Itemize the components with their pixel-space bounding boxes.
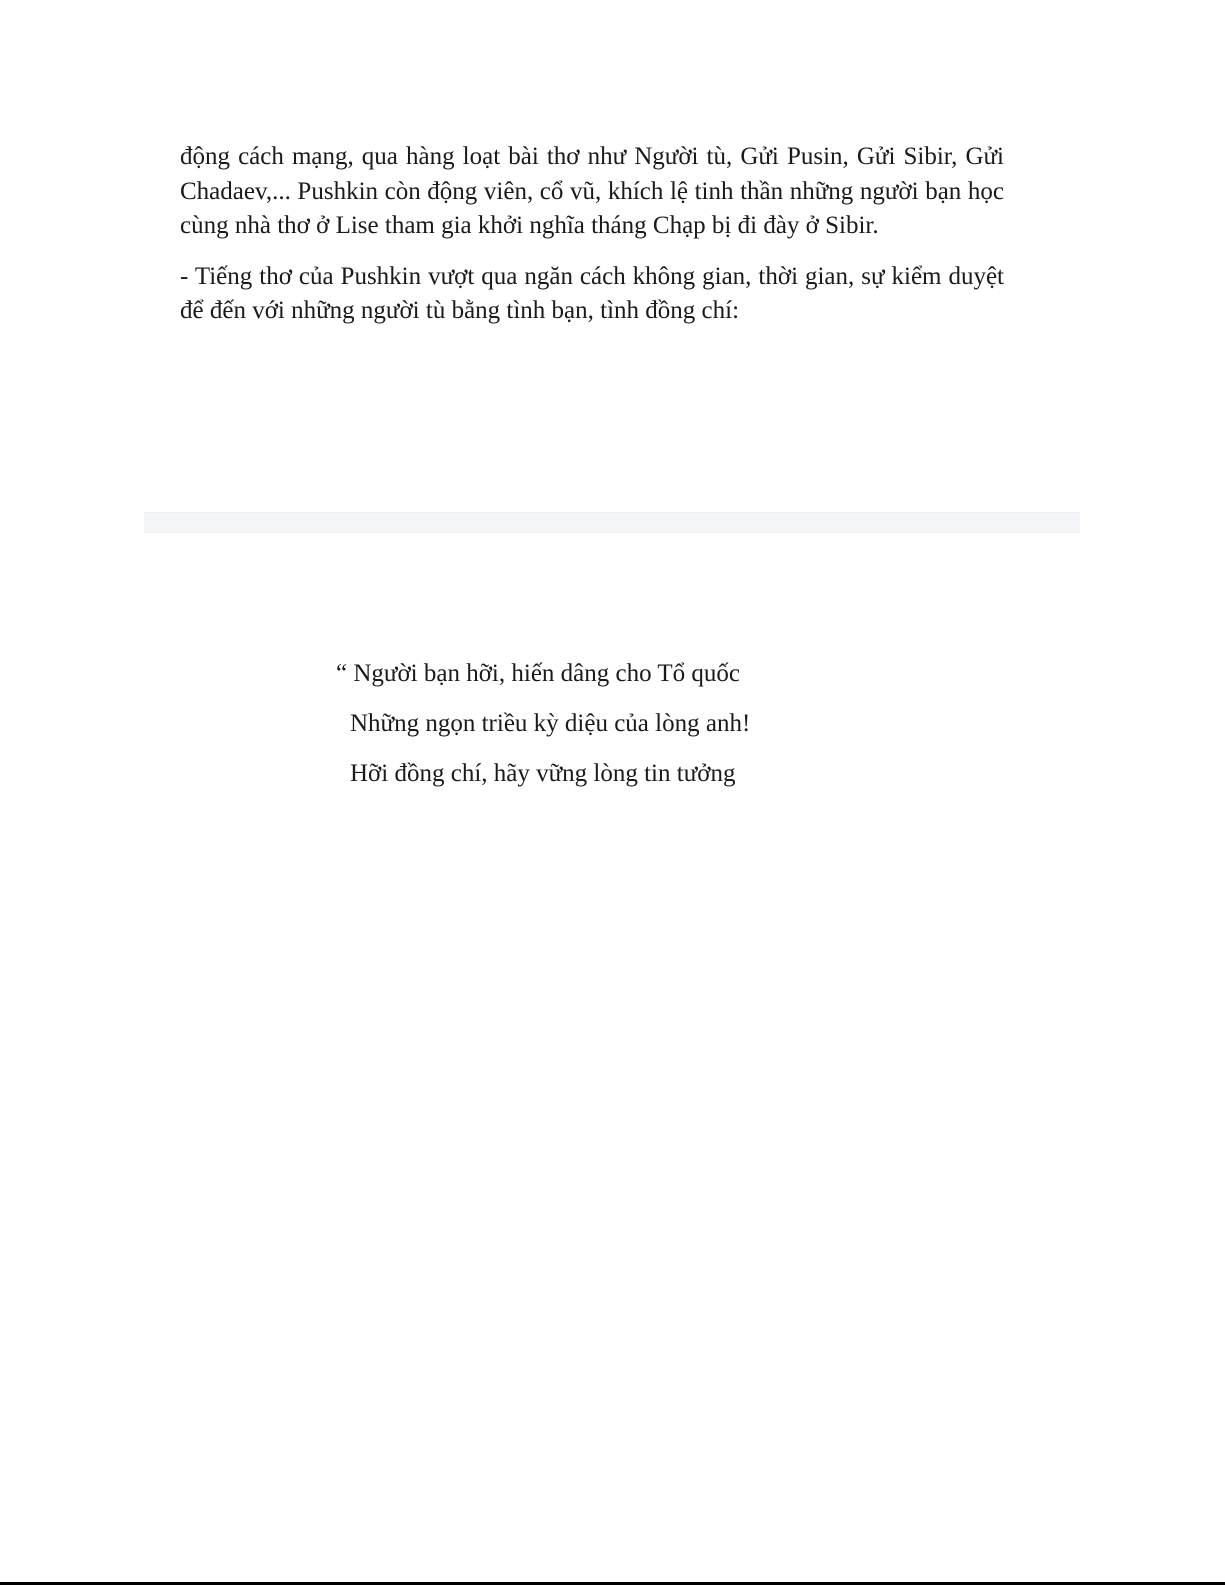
page-separator bbox=[144, 512, 1080, 533]
paragraph-pushkin-voice: - Tiếng thơ của Pushkin vượt qua ngăn cách không gian, thời gian, sự kiểm duyệt để đến với những người tù bằng tình bạn, tình đồng chí: bbox=[180, 262, 1004, 324]
paragraph-continuation: động cách mạng, qua hàng loạt bài thơ như Người tù, Gửi Pusin, Gửi Sibir, Gửi Chadaev,... Pushkin còn động viên, cổ vũ, khích lệ tinh thần những người bạn học cùng nhà thơ ở Lise tham gia khởi nghĩa tháng Chạp bị đi đày ở Sibir. bbox=[180, 143, 1004, 239]
document-page-upper bbox=[0, 0, 1225, 512]
poem-line: “ Người bạn hỡi, hiến dâng cho Tổ quốc bbox=[336, 660, 741, 687]
poem-quote bbox=[336, 656, 750, 806]
poem-line: Hỡi đồng chí, hãy vững lòng tin tưởng bbox=[350, 760, 736, 787]
body-text bbox=[180, 140, 1004, 329]
poem-line: Những ngọn triều kỳ diệu của lòng anh! bbox=[350, 710, 751, 737]
